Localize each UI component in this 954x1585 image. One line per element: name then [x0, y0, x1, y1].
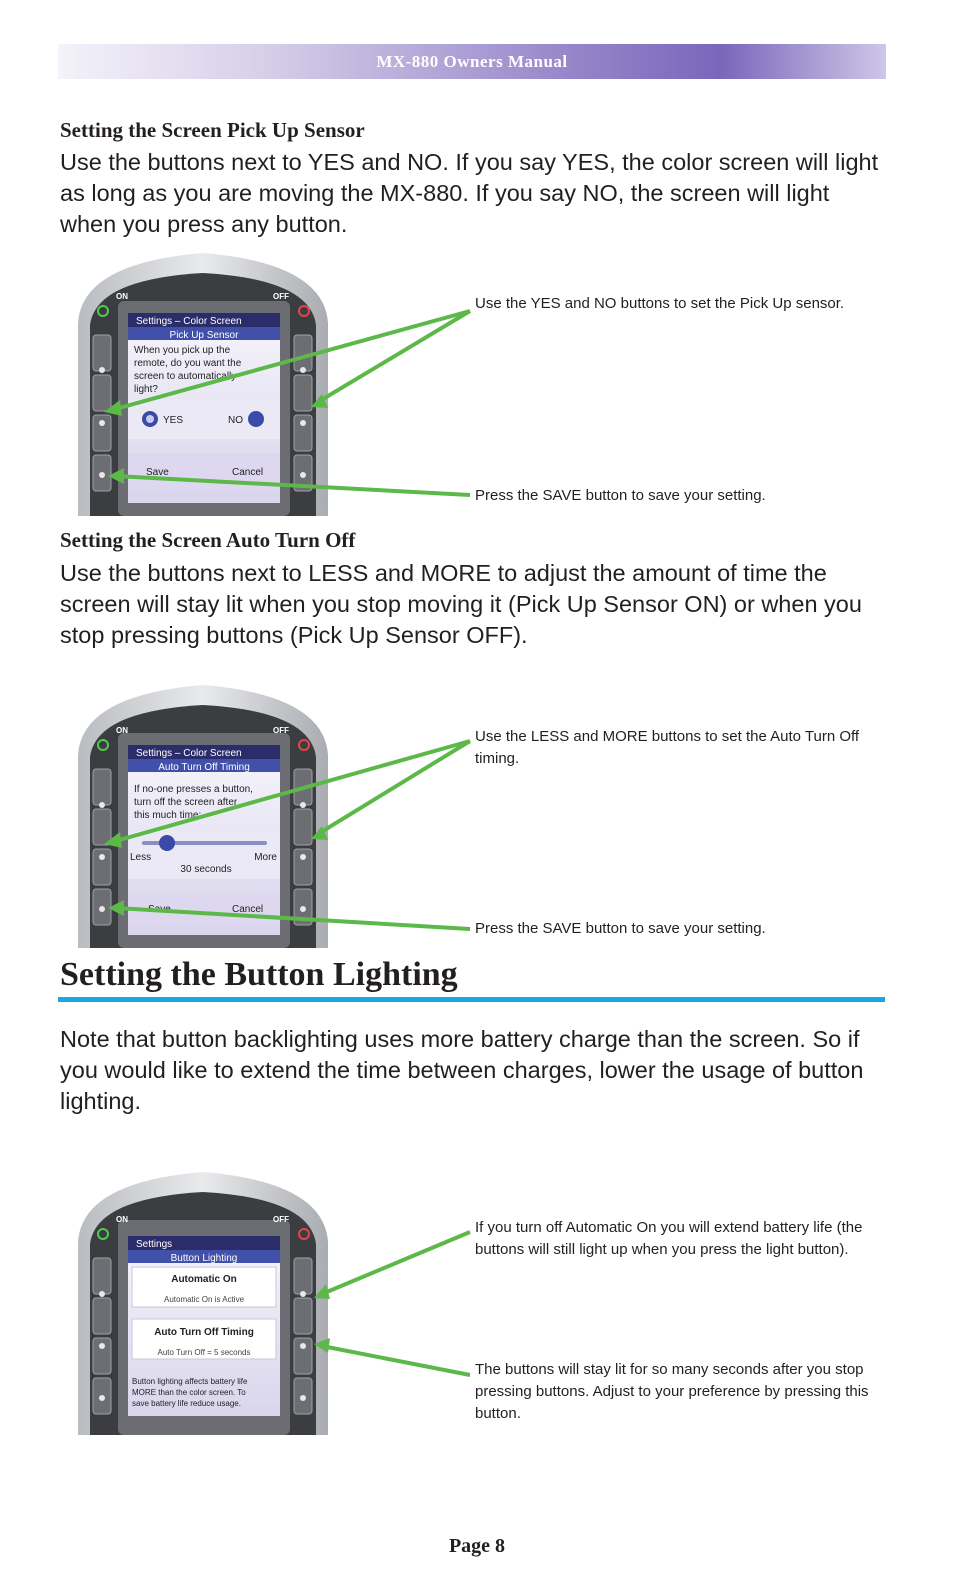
arrow-line — [322, 1232, 470, 1294]
arrow-line — [112, 311, 470, 410]
arrowhead-icon — [314, 1338, 330, 1353]
section-heading-pickup: Setting the Screen Pick Up Sensor — [60, 118, 365, 142]
section-body-pickup: Use the buttons next to YES and NO. If you say YES, the color screen will light as long as you are moving the MX-880. If you say NO, the screen will light when you press any button. — [60, 149, 879, 237]
section-body-button-lighting: Note that button backlighting uses more battery charge than the screen. So if you would like to extend the time between charges, lower the usage of button lighting. — [60, 1026, 864, 1114]
item2-title: Auto Turn Off Timing — [154, 1327, 254, 1338]
section-title-button-lighting: Setting the Button Lighting — [60, 956, 458, 993]
caption-pickup-bottom: Press the SAVE button to save your setting. — [475, 487, 766, 504]
arrow-line — [322, 1346, 470, 1375]
screen-text-line: turn off the screen after — [134, 797, 238, 808]
off-label: OFF — [273, 1215, 289, 1224]
on-label: ON — [116, 1215, 128, 1224]
note-line: save battery life reduce usage. — [132, 1399, 241, 1408]
caption-lighting-bottom: The buttons will stay lit for so many seconds after you stop pressing buttons. Adjust to your preference by pressing this button. — [475, 1361, 869, 1422]
screen-text-line: light? — [134, 384, 158, 395]
yes-label: YES — [163, 415, 184, 426]
arrowhead-icon — [108, 900, 124, 916]
note-line: Button lighting affects battery life — [132, 1377, 248, 1386]
screen-text-line: screen to automatically — [134, 371, 237, 382]
caption-autoturnoff-top: Use the LESS and MORE buttons to set the Auto Turn Off timing. — [475, 728, 860, 767]
screen-subtitle: Button Lighting — [170, 1253, 238, 1264]
note-line: MORE than the color screen. To — [132, 1388, 246, 1397]
less-label: Less — [130, 852, 152, 863]
screen-text-line: When you pick up the — [134, 345, 231, 356]
screen-text-line: remote, do you want the — [134, 358, 242, 369]
arrow-line — [318, 741, 470, 834]
item1-sub: Automatic On is Active — [163, 1295, 245, 1304]
page-number: Page 8 — [448, 1535, 506, 1557]
screen-subtitle: Auto Turn Off Timing — [158, 762, 250, 773]
value-label: 30 seconds — [180, 864, 232, 875]
caption-lighting-top: If you turn off Automatic On you will extend battery life (the buttons will still light up when you press the light button). — [475, 1219, 863, 1258]
screen-text-line: If no-one presses a button, — [134, 784, 253, 795]
screen-text-line: this much time: — [134, 810, 202, 821]
arrowhead-icon — [104, 400, 122, 416]
more-label: More — [254, 852, 277, 863]
arrow-line — [112, 741, 470, 842]
arrow-line — [116, 476, 470, 495]
item1-title: Automatic On — [171, 1274, 237, 1285]
screen-title: Settings — [136, 1239, 173, 1250]
arrowhead-icon — [314, 1284, 330, 1299]
arrowhead-icon — [104, 832, 122, 848]
save-label: Save — [148, 904, 171, 915]
arrow-line — [116, 908, 470, 929]
item2-sub: Auto Turn Off = 5 seconds — [157, 1348, 251, 1357]
section-heading-autoturnoff: Setting the Screen Auto Turn Off — [60, 528, 356, 552]
no-label: NO — [228, 415, 243, 426]
caption-autoturnoff-bottom: Press the SAVE button to save your setting. — [475, 920, 766, 937]
save-label: Save — [146, 467, 169, 478]
caption-pickup-top: Use the YES and NO buttons to set the Pick Up sensor. — [475, 295, 845, 312]
arrow-line — [318, 311, 470, 402]
header-title: MX-880 Owners Manual — [376, 52, 568, 71]
cancel-label: Cancel — [232, 904, 264, 915]
on-label: ON — [116, 726, 128, 735]
on-label: ON — [116, 292, 128, 301]
screen-title: Settings – Color Screen — [136, 748, 242, 759]
arrowhead-icon — [108, 468, 124, 484]
cancel-label: Cancel — [232, 467, 264, 478]
off-label: OFF — [273, 292, 289, 301]
screen-title: Settings – Color Screen — [136, 316, 242, 327]
section-body-autoturnoff: Use the buttons next to LESS and MORE to adjust the amount of time the screen will stay lit when you stop moving it (Pick Up Sensor ON) or when you stop pressing buttons (Pick Up Sensor OFF). — [60, 560, 862, 648]
off-label: OFF — [273, 726, 289, 735]
screen-subtitle: Pick Up Sensor — [169, 330, 239, 341]
